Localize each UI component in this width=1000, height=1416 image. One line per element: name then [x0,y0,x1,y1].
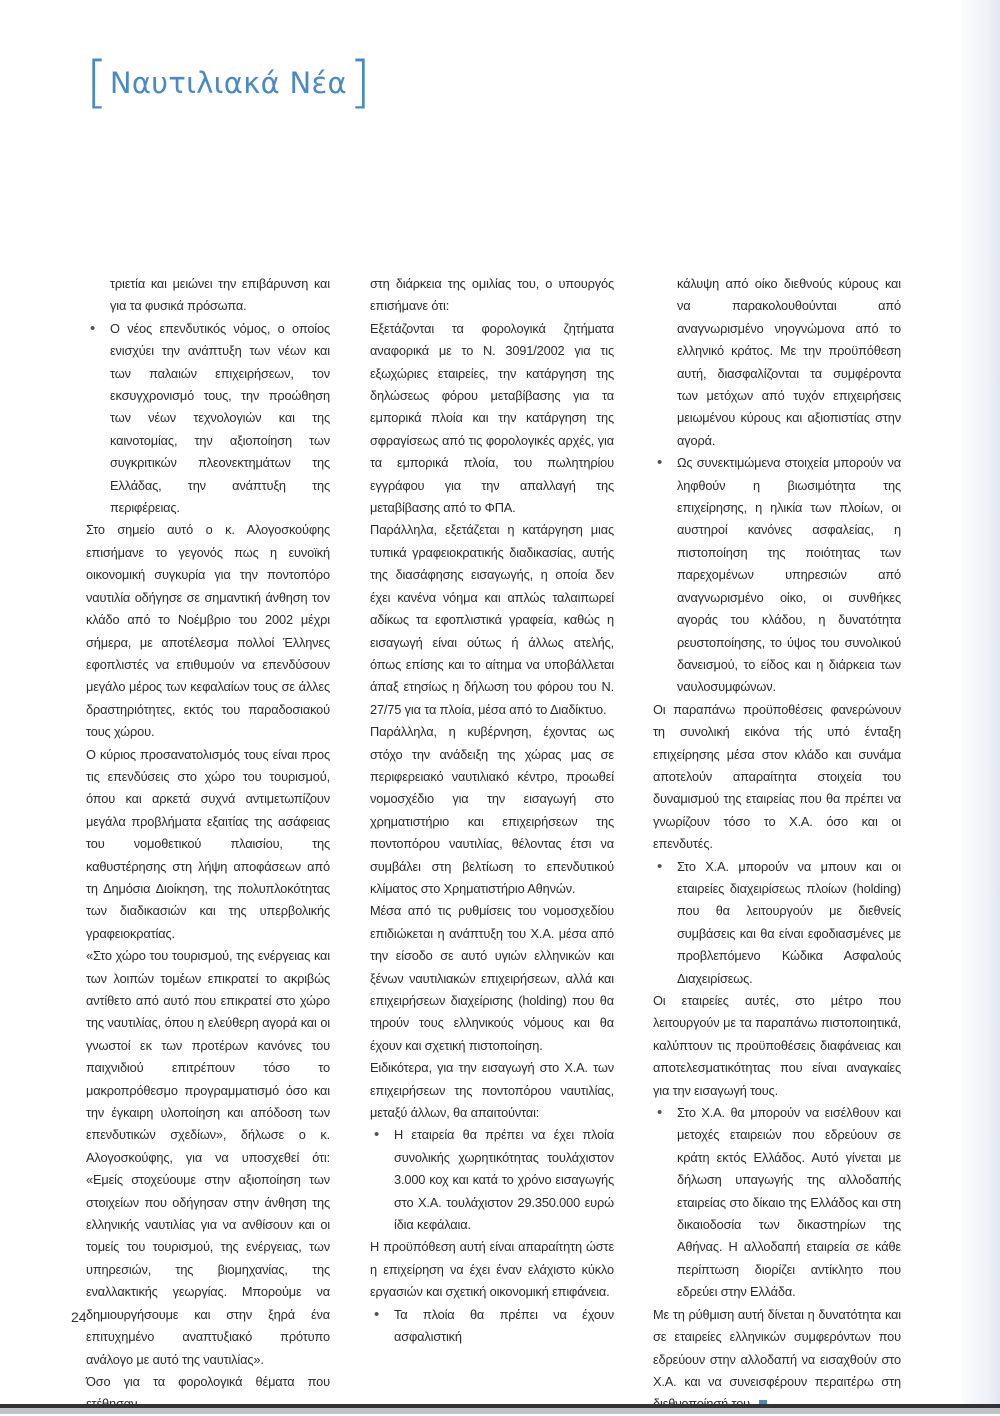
paragraph: Οι παραπάνω προϋποθέσεις φανερώνουν τη συνολική εικόνα τής υπό ένταξη επιχείρησης μέσα στον κλάδο και συνάμα αποτελούν απαραίτητα στοιχεία του δυναμισμού της εταιρείας που θα πρέπει να γνωρίζουν τόσο το Χ.Α. όσο και οι επενδυτές. [653,701,901,852]
paragraph: Μέσα από τις ρυθμίσεις του νομοσχεδίου επιδιώκεται η ανάπτυξη του Χ.Α. μέσα από την είσοδο σε αυτό υγιών ελληνικών και ξένων ναυτιλιακών επιχειρήσεων, αλλά και επιχειρήσεων διαχείρισης (holding) που θα τηρούν τους ελληνικούς νόμους και θα έχουν και σχετική πιστοποίηση. [370,903,614,1053]
paragraph: στη διάρκεια της ομιλίας του, ο υπουργός επισήμανε ότι: [370,276,614,314]
paragraph: Παράλληλα, εξετάζεται η κατάργηση μιας τυπικά γραφειοκρατικής διαδικασίας, αυτής της διασάφησης εισαγωγής, η οποία δεν έχει κανένα νόημα και απλώς ταλαιπωρεί αδίκως τα εφοπλιστικά γραφεία, καθώς η εισαγωγή είναι ούτως ή άλλως ατελής, όπως επίσης και το αίτημα να υποβάλλεται άπαξ ετησίως η δήλωση του φόρου του Ν. 27/75 για τα πλοία, μέσα από το Διαδίκτυο. [370,522,614,717]
paragraph: τριετία και μειώνει την επιβάρυνση και για τα φυσικά πρόσωπα. [110,276,330,314]
bullet-list [653,856,901,990]
paragraph: κάλυψη από οίκο διεθνούς κύρους και να παρακολουθούνται από αναγνωρισμένο νηογνώμονα από το ελληνικό κράτος. Με την προϋπόθεση αυτή, διασφαλίζονται τα συμφέροντα των μετόχων από τυχόν επιχειρήσεις μειωμένου κύρους και αξιοπιστίας στην αγορά. [677,276,901,448]
article-column-3 [653,273,901,1416]
open-bracket-icon: [ [86,50,108,115]
bullet-list [653,452,901,698]
bullet-list [86,318,330,520]
paragraph-final [653,1304,901,1416]
paragraph: Εξετάζονται τα φορολογικά ζητήματα αναφορικά με το Ν. 3091/2002 για τις εξωχώριες εταιρείες, την κατάργηση της δηλώσεως φόρου μεταβίβασης για τα εμπορικά πλοία και την κατάργηση της σφραγίσεως από τις φορολογικές αρχές, για τα εμπορικά πλοία, του πωλητηρίου εγγράφου για την απαλλαγή της μεταβίβασης από το ΦΠΑ. [370,320,614,516]
paragraph: Στο σημείο αυτό ο κ. Αλογοσκούφης επισήμανε το γεγονός πως η ευνοϊκή οικονομική συγκυρία για την ποντοπόρο ναυτιλία οδήγησε σε σημαντική άνθηση τον κλάδο από το Νοέμβριο του 2002 μέχρι σήμερα, με αποτέλεσμα πολλοί Έλληνες εφοπλιστές να επιθυμούν να επενδύσουν μεγάλο μέρος των κεφαλαίων τους σε άλλες δραστηριότητες, εκτός του παραδοσιακού τους χώρου. [86,522,330,740]
bullet-item: • Στο Χ.Α. θα μπορούν να εισέλθουν και μετοχές εταιρειών που εδρεύουν σε κράτη εκτός Ελλάδος. Αυτό γίνεται με δήλωση υπαγωγής της αλλοδαπής εταιρείας στο δίκαιο της Ελλάδος και στη δικαιοδοσία των δικαστηρίων της Αθήνας. Η αλλοδαπή εταιρεία σε κάθε περίπτωση διορίζει αντίκλητο που εδρεύει στην Ελλάδα. [653,1102,901,1304]
paragraph: Οι εταιρείες αυτές, στο μέτρο που λειτουργούν με τα παραπάνω πιστοποιητικά, καλύπτουν τις προϋποθέσεις διαφάνειας και αποτελεσματικότητας που είναι αναγκαίες για την εισαγωγή τους. [653,993,901,1098]
article-column-2 [370,273,614,1349]
scan-edge-shadow [962,0,1000,1414]
bullet-list [370,1304,614,1349]
paragraph-final-text: Με τη ρύθμιση αυτή δίνεται η δυνατότητα και σε εταιρείες ελληνικών συμφερόντων που εδρεύουν στην αλλοδαπή να εισαχθούν στο Χ.Α. και να συνεισφέρουν περαιτέρω στη [653,1306,901,1389]
paragraph: Παράλληλα, η κυβέρνηση, έχοντας ως στόχο την ανάδειξη της χώρας μας σε περιφερειακό ναυτιλιακό κέντρο, προωθεί νομοσχέδιο για την εισαγωγή στο χρηματιστήριο και επιχειρήσεων της ποντοπόρου ναυτιλίας, θέλοντας έτσι να συμβάλει στη βελτίωση το επενδυτικού κλίματος στο Χρηματιστήριο Αθηνών. [370,724,614,896]
paragraph: Ο κύριος προσανατολισμός τους είναι προς τις επενδύσεις στο χώρο του τουρισμού, όπου και αρκετά συχνά αντιμετωπίζουν μεγάλα προβλήματα εξαιτίας της ασάφειας του νομοθετικού πλαισίου, της καθυστέρησης στη λήψη αποφάσεων από τη Δημόσια Διοίκηση, της πολυπλοκότητας των διαδικασιών και της υπερβολικής γραφειοκρατίας. [86,746,330,941]
bottom-shadow [0,1408,1000,1414]
bullet-item: • Τα πλοία θα πρέπει να έχουν ασφαλιστική [370,1304,614,1349]
bullet-item: • Η εταιρεία θα πρέπει να έχει πλοία συνολικής χωρητικότητας τουλάχιστον 3.000 κοχ και κατά το χρόνο εισαγωγής στο Χ.Α. τουλάχιστον 29.350.000 ευρώ ίδια κεφάλαια. [370,1124,614,1236]
article-column-1 [86,273,330,1416]
paragraph: «Στο χώρο του τουρισμού, της ενέργειας και των λοιπών τομέων επικρατεί το ακριβώς αντίθετο από αυτό που επικρατεί στο χώρο της ναυτιλίας, όπου η ελεύθερη αγορά και οι γνωστοί εκ των προτέρων κανόνες του παιχνιδιού επιτρέπουν τόσο το μακροπρόθεσμο προγραμματισμό όσο και την έγκαιρη υλοποίηση και απόδοση των επενδυτικών σχεδίων», δήλωσε ο κ. Αλογοσκούφης, για να υποσχεθεί ότι: «Εμείς στοχεύουμε στην αξιοποίηση των στοιχείων που οδήγησαν στην άνθηση της ελληνικής ναυτιλίας για να ανθίσουν και οι τομείς του τουρισμού, της ενέργειας, των υπηρεσιών, της βιομηχανίας, της εναλλακτικής γεωργίας. Μπορούμε να δημιουργήσουμε και στην ξηρά ένα επιτυχημένο αναπτυξιακό πρότυπο ανάλογο με αυτό της ναυτιλίας». [86,948,330,1367]
close-bracket-icon: ] [348,50,371,115]
paragraph: Όσο για τα φορολογικά θέματα που [86,1373,330,1389]
paragraph: Ειδικότερα, για την εισαγωγή στο Χ.Α. των επιχειρήσεων της ποντοπόρου ναυτιλίας, μεταξύ άλλων, θα απαιτούνται: [370,1060,614,1121]
bullet-item: • Στο Χ.Α. μπορούν να μπουν και οι εταιρείες διαχειρίσεως πλοίων (holding) που θα λειτουργούν με διεθνείς συμβάσεις και θα είναι εφοδιασμένες με προβλεπόμενο Κώδικα Ασφαλούς Διαχειρίσεως. [653,856,901,990]
bullet-item: • Ως συνεκτιμώμενα στοιχεία μπορούν να ληφθούν η βιωσιμότητα της επιχείρησης, η ηλικία των πλοίων, οι αυστηροί κανόνες ασφαλείας, η πιστοποίηση της ποιότητας των παρεχομένων υπηρεσιών από αναγνωρισμένο οίκο, οι συνθήκες αγοράς του κλάδου, η δυνατότητα ρευστοποίησης, το ύψος του συνολικού δανεισμού, το είδος και η διάρκεια των ναυλοσυμφώνων. [653,452,901,698]
paragraph: Η προϋπόθεση αυτή είναι απαραίτητη ώστε η επιχείρηση να έχει έναν ελάχιστο κύκλο εργασιών και σχετική οικονομική επιφάνεια. [370,1239,614,1300]
bullet-list [653,1102,901,1304]
section-header [86,50,371,115]
page-number: 24 [71,1309,87,1325]
bullet-list [370,1124,614,1236]
section-title: Ναυτιλιακά Νέα [109,66,347,100]
bullet-item: • Ο νέος επενδυτικός νόμος, ο οποίος ενισχύει την ανάπτυξη των νέων και των παλαιών επιχειρήσεων, τον εκσυγχρονισμό τους, την προώθηση των νέων τεχνολογιών και της καινοτομίας, την αξιοποίηση των συγκριτικών πλεονεκτημάτων της Ελλάδας, την ανάπτυξη της περιφέρειας. [86,318,330,520]
